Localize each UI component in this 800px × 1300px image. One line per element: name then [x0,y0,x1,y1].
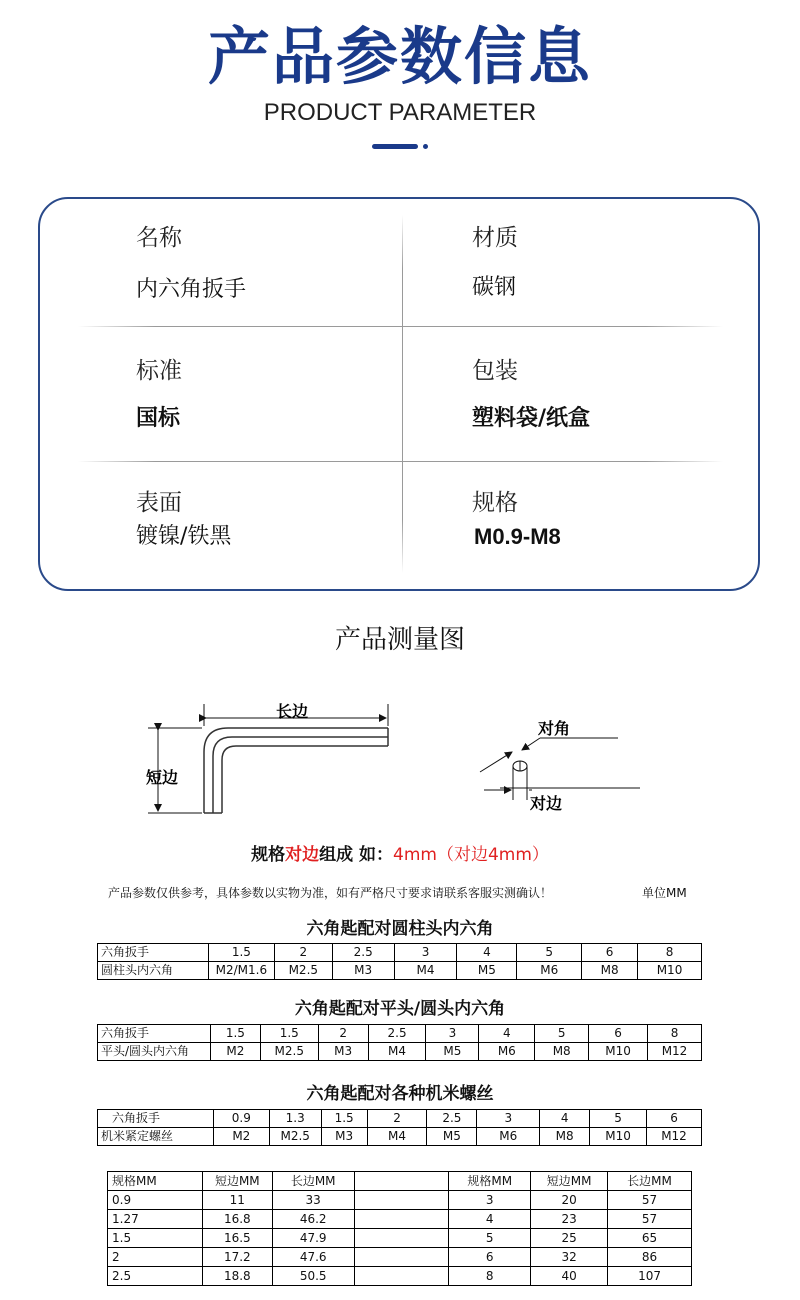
table-cell: 5 [535,1025,589,1043]
table-cell: 33 [272,1191,354,1210]
spec-explanation [0,843,800,867]
table-cell: 16.5 [202,1229,272,1248]
spec-highlight-across-flats: 对边 [285,845,320,865]
table-cell: M8 [540,1128,590,1146]
table-cell: 6 [449,1248,531,1267]
table-cell: 6 [647,1110,702,1128]
measure-title: 产品测量图 [334,625,465,655]
table-cell: 47.9 [272,1229,354,1248]
across-flats-label: 对边 [530,794,563,813]
param-spec-value: M0.9-M8 [474,524,561,549]
table-cell: 16.8 [202,1210,272,1229]
table-cell: 0.9 [108,1191,203,1210]
table-row [98,1025,702,1043]
table-cell: 8 [638,944,702,962]
table-row [98,1110,702,1128]
table-cell: 86 [608,1248,692,1267]
long-side-label: 长边 [276,702,309,721]
table-cell: 机米紧定螺丝 [98,1128,214,1146]
table-row [98,944,702,962]
table-cell: 3 [449,1191,531,1210]
table-cell: M2.5 [260,1043,318,1061]
table-cell: 1.3 [269,1110,321,1128]
spec-example: 4mm（对边4mm） [393,845,549,865]
table-cell: M5 [426,1043,479,1061]
table-cell: 4 [457,944,517,962]
table-cell: M10 [589,1043,648,1061]
spec-middle: 组成 如： [319,845,394,865]
table-cell: 8 [449,1267,531,1286]
hex-key-drawing [204,728,388,813]
table-cell: 17.2 [202,1248,272,1267]
table-header-cell: 长边MM [272,1172,354,1191]
table-row [98,962,702,980]
table-cell: 六角扳手 [98,944,209,962]
table-cell: 46.2 [272,1210,354,1229]
table-cell: 40 [531,1267,608,1286]
param-name-value: 内六角扳手 [136,277,247,302]
table-cell: 1.5 [108,1229,203,1248]
table-row [98,1128,702,1146]
table-cell: 圆柱头内六角 [98,962,209,980]
table-cell: M10 [638,962,702,980]
table-cell: M3 [321,1128,367,1146]
table-cell [354,1210,449,1229]
table-cell: 2 [367,1110,427,1128]
table-cell: 1.27 [108,1210,203,1229]
table-cell: 50.5 [272,1267,354,1286]
diagonal-label: 对角 [538,719,571,738]
table-cell: M4 [367,1128,427,1146]
title-underline [372,144,418,149]
reference-note: 产品参数仅供参考，具体参数以实物为准，如有严格尺寸要求请联系客服实测确认！ [108,886,553,900]
table-cell: 1.5 [321,1110,367,1128]
table-cell: 1.5 [210,1025,260,1043]
table-cell: 1.5 [208,944,274,962]
table-cell [354,1267,449,1286]
table-cell: 5 [449,1229,531,1248]
table-cell: M6 [517,962,582,980]
table-cell: 57 [608,1191,692,1210]
table-cell [354,1229,449,1248]
table-row [108,1210,692,1229]
table-cell: 23 [531,1210,608,1229]
table-cell: M6 [479,1043,535,1061]
param-package-value: 塑料袋/纸盒 [472,406,591,431]
table-header-cell: 规格MM [449,1172,531,1191]
match-table-flat-round [97,1024,702,1061]
table-header-cell: 短边MM [202,1172,272,1191]
table-cell: 5 [517,944,582,962]
table-row [98,1043,702,1061]
table-cell: 3 [477,1110,540,1128]
table-header-row [108,1172,692,1191]
spec-prefix: 规格 [251,845,286,865]
table-row [108,1267,692,1286]
table-cell: M12 [647,1128,702,1146]
table-cell: M12 [648,1043,702,1061]
table-cell: M4 [368,1043,426,1061]
table-cell: 57 [608,1210,692,1229]
card-divider [402,215,403,573]
table-cell: 2.5 [427,1110,477,1128]
table-cell: 20 [531,1191,608,1210]
table-cell: 107 [608,1267,692,1286]
table-header-cell: 长边MM [608,1172,692,1191]
table-cell: 6 [582,944,638,962]
table-cell: 平头/圆头内六角 [98,1043,211,1061]
table-cell: M2 [210,1043,260,1061]
table-cell: 3 [426,1025,479,1043]
table-title: 六角匙配对各种机米螺丝 [306,1084,494,1104]
table-cell: 2.5 [108,1267,203,1286]
card-divider [78,326,723,327]
table-cell: 32 [531,1248,608,1267]
match-table-set-screw [97,1109,702,1146]
unit-label: 单位MM [642,886,687,900]
title-underline-dot [423,144,428,149]
card-divider [78,461,723,462]
table-cell: M5 [427,1128,477,1146]
table-cell [354,1191,449,1210]
table-cell: M2.5 [274,962,332,980]
table-header-cell: 短边MM [531,1172,608,1191]
table-cell: 2 [274,944,332,962]
param-spec-label: 规格 [472,490,518,516]
table-cell: M2 [213,1128,269,1146]
table-cell: 5 [590,1110,647,1128]
table-cell: M2/M1.6 [208,962,274,980]
table-cell: M10 [590,1128,647,1146]
table-cell: 6 [589,1025,648,1043]
table-cell: 47.6 [272,1248,354,1267]
table-cell: 11 [202,1191,272,1210]
table-cell: M4 [394,962,457,980]
table-cell: 0.9 [213,1110,269,1128]
table-cell: 18.8 [202,1267,272,1286]
page-title: 产品参数信息 [207,20,592,93]
param-standard-label: 标准 [136,358,182,384]
table-header-cell [354,1172,449,1191]
page-subtitle: PRODUCT PARAMETER [263,99,537,126]
table-cell: 4 [449,1210,531,1229]
table-cell: 4 [479,1025,535,1043]
table-cell: 2 [318,1025,368,1043]
table-cell: 8 [648,1025,702,1043]
table-title: 六角匙配对平头/圆头内六角 [294,999,506,1019]
table-title: 六角匙配对圆柱头内六角 [306,919,494,939]
table-cell: 1.5 [260,1025,318,1043]
param-surface-value: 镀镍/铁黑 [136,524,232,549]
table-cell: 3 [394,944,457,962]
table-row [108,1248,692,1267]
table-cell: M6 [477,1128,540,1146]
table-cell: 2.5 [368,1025,426,1043]
table-cell: M3 [332,962,394,980]
param-standard-value: 国标 [136,406,181,431]
table-cell: 65 [608,1229,692,1248]
hex-tip-drawing [480,738,640,800]
table-cell [354,1248,449,1267]
table-cell: 25 [531,1229,608,1248]
table-row [108,1229,692,1248]
table-cell: M3 [318,1043,368,1061]
table-cell: 2.5 [332,944,394,962]
table-cell: 六角扳手 [98,1110,214,1128]
size-table [107,1171,692,1286]
table-cell: M8 [582,962,638,980]
param-package-label: 包装 [472,358,518,384]
table-cell: 4 [540,1110,590,1128]
table-cell: 2 [108,1248,203,1267]
table-row [108,1191,692,1210]
match-table-cylinder [97,943,702,980]
table-cell: M8 [535,1043,589,1061]
short-side-label: 短边 [146,768,179,787]
table-cell: 六角扳手 [98,1025,211,1043]
param-material-label: 材质 [472,225,518,251]
measurement-diagram [0,690,800,830]
table-cell: M5 [457,962,517,980]
table-header-cell: 规格MM [108,1172,203,1191]
table-cell: M2.5 [269,1128,321,1146]
param-name-label: 名称 [136,225,182,251]
param-material-value: 碳钢 [472,275,517,300]
param-surface-label: 表面 [136,490,182,516]
